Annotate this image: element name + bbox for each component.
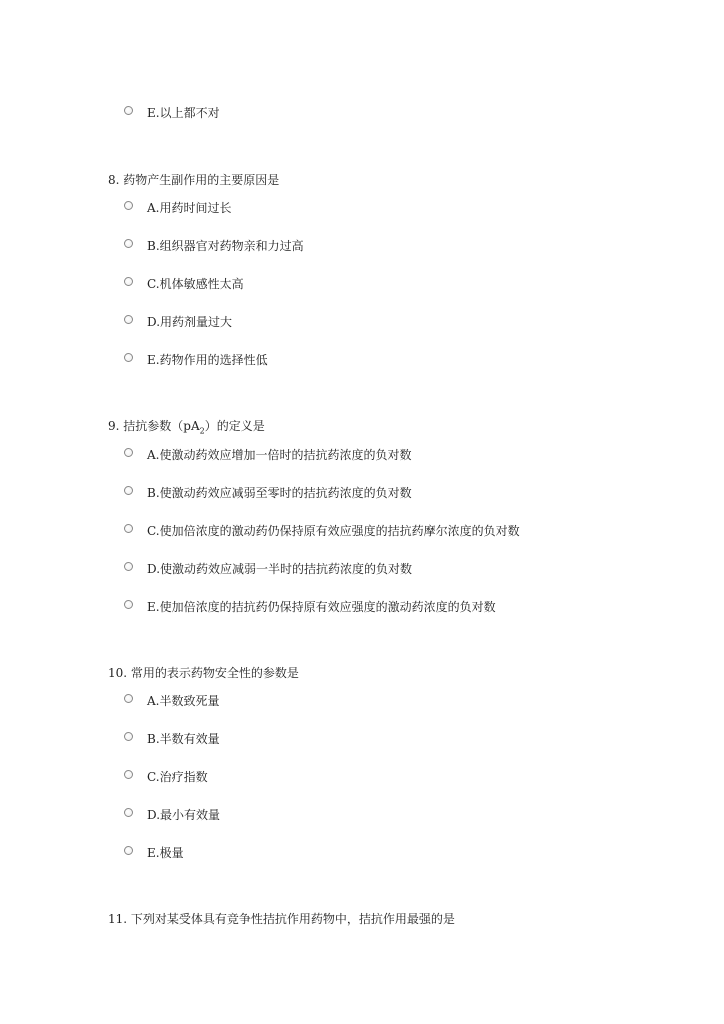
option-label: A.用药时间过长 — [147, 201, 232, 215]
radio-button[interactable] — [124, 106, 133, 115]
option-label: A.使激动药效应增加一倍时的拮抗药浓度的负对数 — [147, 448, 412, 462]
question-9-title — [108, 418, 265, 434]
option-label: E.药物作用的选择性低 — [147, 353, 268, 367]
question-9-title-subscript: 2 — [199, 426, 205, 436]
radio-button[interactable] — [124, 846, 133, 855]
option-label: B.半数有效量 — [147, 732, 220, 746]
option-label: E.极量 — [147, 846, 184, 860]
option-label: C.使加倍浓度的激动药仍保持原有效应强度的拮抗药摩尔浓度的负对数 — [147, 524, 520, 538]
option-label: D.用药剂量过大 — [147, 315, 233, 329]
radio-button[interactable] — [124, 315, 133, 324]
question-10-title: 10. 常用的表示药物安全性的参数是 — [108, 666, 299, 680]
option-row[interactable] — [124, 844, 184, 862]
option-row[interactable] — [124, 522, 520, 540]
option-row[interactable] — [124, 351, 268, 369]
option-label: D.使激动药效应减弱一半时的拮抗药浓度的负对数 — [147, 562, 413, 576]
option-row[interactable] — [124, 598, 496, 616]
option-label: E.以上都不对 — [147, 106, 220, 120]
radio-button[interactable] — [124, 448, 133, 457]
question-11-title: 11. 下列对某受体具有竞争性拮抗作用药物中，拮抗作用最强的是 — [108, 912, 455, 926]
option-row[interactable] — [124, 104, 220, 122]
option-row[interactable] — [124, 237, 304, 255]
option-row[interactable] — [124, 313, 232, 331]
radio-button[interactable] — [124, 486, 133, 495]
radio-button[interactable] — [124, 277, 133, 286]
option-label: A.半数致死量 — [147, 694, 220, 708]
option-row[interactable] — [124, 199, 231, 217]
option-row[interactable] — [124, 692, 219, 710]
question-8-title: 8. 药物产生副作用的主要原因是 — [108, 173, 280, 187]
option-row[interactable] — [124, 446, 411, 464]
question-9-title-suffix: ）的定义是 — [204, 419, 265, 433]
radio-button[interactable] — [124, 600, 133, 609]
option-label: D.最小有效量 — [147, 808, 221, 822]
option-label: B.使激动药效应减弱至零时的拮抗药浓度的负对数 — [147, 486, 412, 500]
radio-button[interactable] — [124, 770, 133, 779]
option-row[interactable] — [124, 275, 244, 293]
option-label: B.组织器官对药物亲和力过高 — [147, 239, 304, 253]
radio-button[interactable] — [124, 201, 133, 210]
option-label: C.机体敏感性太高 — [147, 277, 244, 291]
option-label: C.治疗指数 — [147, 770, 208, 784]
option-row[interactable] — [124, 484, 412, 502]
option-row[interactable] — [124, 560, 412, 578]
option-row[interactable] — [124, 806, 220, 824]
radio-button[interactable] — [124, 353, 133, 362]
question-9-title-prefix: 9. 拮抗参数（pA — [108, 419, 200, 433]
radio-button[interactable] — [124, 562, 133, 571]
radio-button[interactable] — [124, 732, 133, 741]
option-row[interactable] — [124, 768, 208, 786]
option-label: E.使加倍浓度的拮抗药仍保持原有效应强度的激动药浓度的负对数 — [147, 600, 496, 614]
radio-button[interactable] — [124, 524, 133, 533]
radio-button[interactable] — [124, 808, 133, 817]
radio-button[interactable] — [124, 694, 133, 703]
radio-button[interactable] — [124, 239, 133, 248]
option-row[interactable] — [124, 730, 220, 748]
